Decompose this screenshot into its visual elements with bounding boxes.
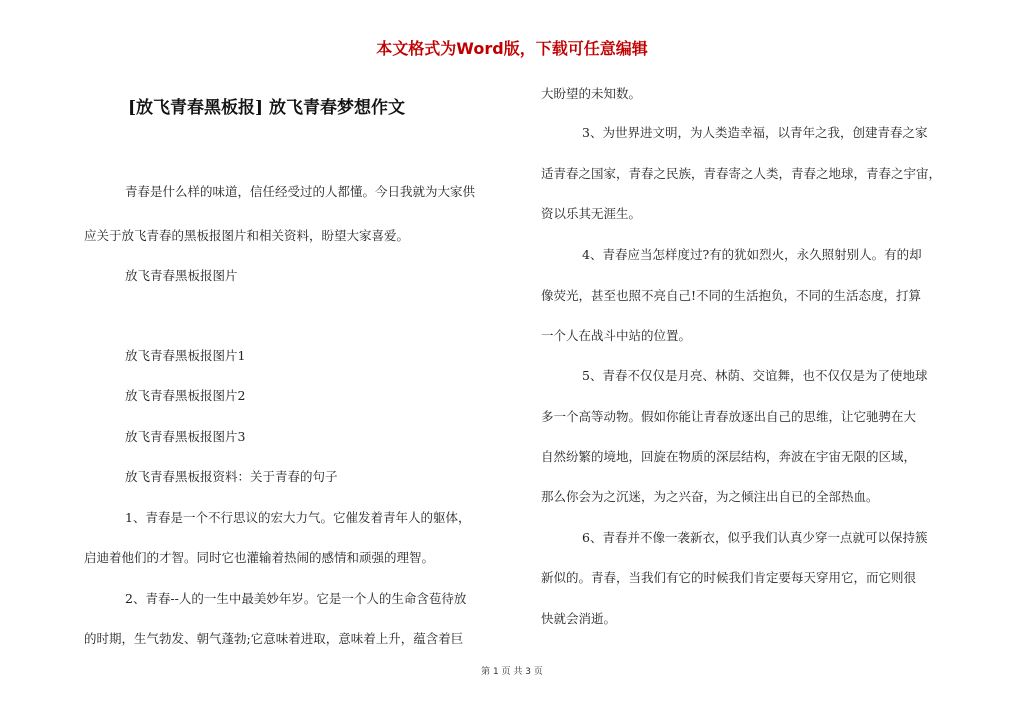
right-line-6: 像荧光，甚至也照不亮自己!不同的生活抱负，不同的生活态度，打算 [541,288,922,303]
left-line-11: 的时期，生气勃发、朝气蓬勃;它意味着进取，意味着上升，蕴含着巨 [84,631,464,646]
document-title: [放飞青春黑板报] 放飞青春梦想作文 [128,98,406,118]
left-line-1: 青春是什么样的味道，信任经受过的人都懂。今日我就为大家供 [125,184,476,199]
page-number-footer: 第 1 页 共 3 页 [481,667,543,677]
left-line-6: 放飞青春黑板报图片3 [125,429,246,444]
left-line-7: 放飞青春黑板报资料：关于青春的句子 [125,469,338,484]
left-line-2: 应关于放飞青春的黑板报图片和相关资料，盼望大家喜爱。 [84,228,410,243]
right-line-2: 3、为世界进文明，为人类造幸福，以青年之我，创建青春之家 [582,125,928,140]
right-line-14: 快就会消逝。 [541,611,617,626]
left-line-10: 2、青春--人的一生中最美妙年岁。它是一个人的生命含苞待放 [125,591,467,606]
right-line-10: 自然纷繁的境地，回旋在物质的深层结构，奔波在宇宙无限的区域， [541,449,917,464]
right-line-4: 资以乐其无涯生。 [541,206,642,221]
left-line-5: 放飞青春黑板报图片2 [125,388,246,403]
left-line-4: 放飞青春黑板报图片1 [125,348,246,363]
format-banner: 本文格式为Word版，下载可任意编辑 [376,39,648,58]
left-line-8: 1、青春是一个不行思议的宏大力气。它催发着青年人的躯体， [125,510,471,525]
right-line-8: 5、青春不仅仅是月亮、林荫、交谊舞，也不仅仅是为了使地球 [582,368,928,383]
right-line-5: 4、青春应当怎样度过?有的犹如烈火，永久照射别人。有的却 [582,247,922,262]
right-line-9: 多一个高等动物。假如你能让青春放逐出自己的思维，让它驰骋在大 [541,409,917,424]
left-line-9: 启迪着他们的才智。同时它也灌输着热闹的感情和顽强的理智。 [84,550,435,565]
right-line-1: 大盼望的未知数。 [541,86,642,101]
right-line-3: 适青春之国家，青春之民族，青春寄之人类，青春之地球，青春之宇宙， [541,166,942,181]
right-line-13: 新似的。青春，当我们有它的时候我们肯定要每天穿用它，而它则很 [541,570,917,585]
right-line-12: 6、青春并不像一袭新衣，似乎我们认真少穿一点就可以保持簇 [582,530,928,545]
right-line-11: 那么你会为之沉迷，为之兴奋，为之倾注出自已的全部热血。 [541,489,879,504]
right-line-7: 一个人在战斗中站的位置。 [541,328,692,343]
left-line-3: 放飞青春黑板报图片 [125,268,238,283]
